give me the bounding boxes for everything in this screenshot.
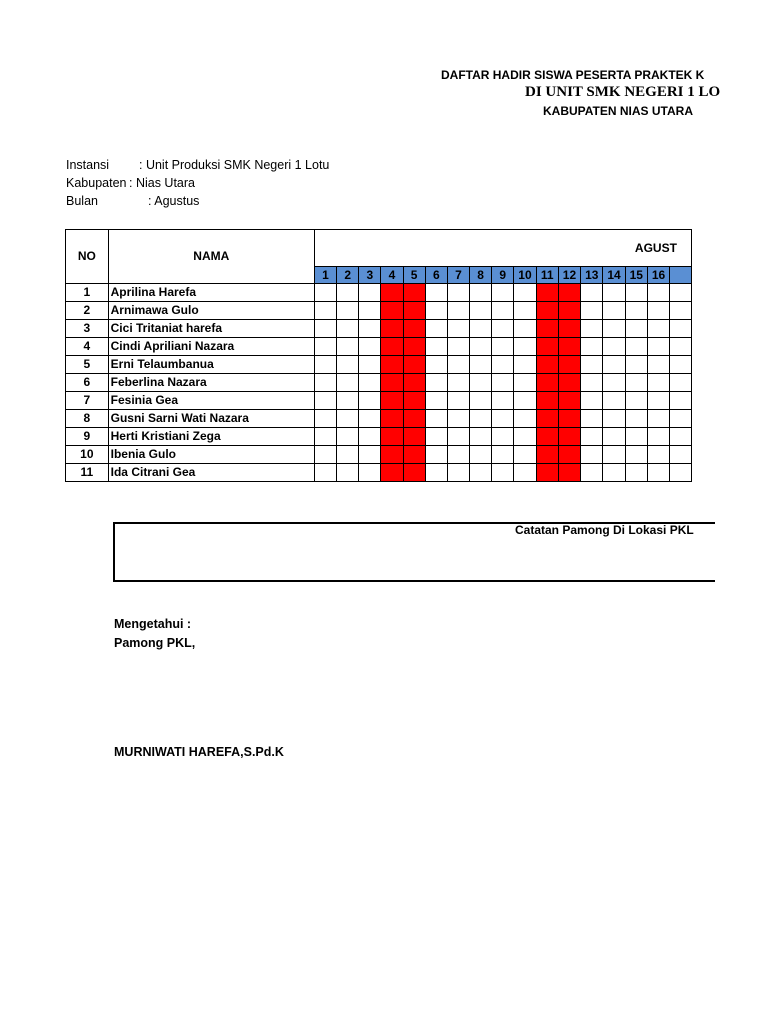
attendance-cell <box>581 410 603 428</box>
attendance-cell <box>425 428 447 446</box>
attendance-cell <box>670 356 692 374</box>
attendance-cell <box>492 284 514 302</box>
attendance-cell <box>670 410 692 428</box>
attendance-cell <box>492 356 514 374</box>
attendance-cell <box>425 284 447 302</box>
document-region: KABUPATEN NIAS UTARA <box>543 104 693 118</box>
attendance-cell <box>492 302 514 320</box>
attendance-cell <box>447 284 469 302</box>
holiday-cell <box>536 284 558 302</box>
attendance-cell <box>514 338 536 356</box>
attendance-cell <box>647 446 669 464</box>
table-row <box>66 338 692 356</box>
attendance-cell <box>470 338 492 356</box>
day-header: 2 <box>337 267 359 284</box>
attendance-cell <box>625 302 647 320</box>
attendance-cell <box>492 428 514 446</box>
attendance-cell <box>581 392 603 410</box>
attendance-cell <box>314 446 336 464</box>
attendance-cell <box>514 464 536 482</box>
attendance-cell <box>425 302 447 320</box>
attendance-cell <box>314 464 336 482</box>
attendance-cell <box>359 446 381 464</box>
attendance-cell <box>470 446 492 464</box>
attendance-cell <box>647 374 669 392</box>
attendance-cell <box>581 320 603 338</box>
attendance-cell <box>581 464 603 482</box>
attendance-cell <box>314 302 336 320</box>
attendance-cell <box>647 302 669 320</box>
row-number: 3 <box>66 320 109 338</box>
student-name: Erni Telaumbanua <box>108 356 314 374</box>
table-row <box>66 356 692 374</box>
attendance-cell <box>603 284 625 302</box>
holiday-cell <box>403 338 425 356</box>
attendance-cell <box>470 302 492 320</box>
holiday-cell <box>558 374 580 392</box>
attendance-cell <box>647 392 669 410</box>
attendance-cell <box>470 320 492 338</box>
attendance-table <box>65 229 692 482</box>
attendance-cell <box>492 410 514 428</box>
attendance-cell <box>514 446 536 464</box>
attendance-cell <box>647 338 669 356</box>
footer-pamong: Pamong PKL, <box>114 636 196 650</box>
holiday-cell <box>381 338 403 356</box>
attendance-cell <box>625 410 647 428</box>
attendance-cell <box>603 446 625 464</box>
day-header: 11 <box>536 267 558 284</box>
table-row <box>66 320 692 338</box>
col-no-header: NO <box>66 230 109 284</box>
day-header: 16 <box>647 267 669 284</box>
document-title: DAFTAR HADIR SISWA PESERTA PRAKTEK K <box>441 68 705 82</box>
attendance-cell <box>425 356 447 374</box>
attendance-cell <box>625 356 647 374</box>
attendance-cell <box>470 374 492 392</box>
attendance-cell <box>359 338 381 356</box>
attendance-cell <box>470 464 492 482</box>
holiday-cell <box>403 410 425 428</box>
student-name: Arnimawa Gulo <box>108 302 314 320</box>
holiday-cell <box>536 464 558 482</box>
student-name: Feberlina Nazara <box>108 374 314 392</box>
student-name: Ida Citrani Gea <box>108 464 314 482</box>
holiday-cell <box>403 392 425 410</box>
attendance-cell <box>470 428 492 446</box>
day-header: 9 <box>492 267 514 284</box>
attendance-cell <box>337 446 359 464</box>
holiday-cell <box>558 392 580 410</box>
holiday-cell <box>558 446 580 464</box>
attendance-cell <box>337 410 359 428</box>
attendance-cell <box>337 338 359 356</box>
attendance-cell <box>492 464 514 482</box>
month-header: AGUST <box>314 230 691 267</box>
holiday-cell <box>403 284 425 302</box>
student-name: Herti Kristiani Zega <box>108 428 314 446</box>
holiday-cell <box>536 338 558 356</box>
attendance-cell <box>647 410 669 428</box>
attendance-cell <box>625 428 647 446</box>
holiday-cell <box>381 392 403 410</box>
attendance-cell <box>447 464 469 482</box>
attendance-cell <box>314 284 336 302</box>
attendance-cell <box>581 446 603 464</box>
holiday-cell <box>403 428 425 446</box>
row-number: 1 <box>66 284 109 302</box>
attendance-cell <box>314 428 336 446</box>
table-row <box>66 374 692 392</box>
holiday-cell <box>381 374 403 392</box>
attendance-cell <box>581 302 603 320</box>
attendance-cell <box>314 374 336 392</box>
holiday-cell <box>536 410 558 428</box>
row-number: 8 <box>66 410 109 428</box>
holiday-cell <box>403 320 425 338</box>
attendance-cell <box>359 428 381 446</box>
day-header <box>670 267 692 284</box>
attendance-cell <box>603 392 625 410</box>
attendance-cell <box>625 284 647 302</box>
holiday-cell <box>403 464 425 482</box>
attendance-cell <box>514 302 536 320</box>
student-name: Ibenia Gulo <box>108 446 314 464</box>
attendance-cell <box>314 338 336 356</box>
day-header: 3 <box>359 267 381 284</box>
attendance-cell <box>470 356 492 374</box>
attendance-cell <box>670 284 692 302</box>
attendance-cell <box>625 446 647 464</box>
holiday-cell <box>403 446 425 464</box>
attendance-cell <box>514 392 536 410</box>
attendance-cell <box>425 446 447 464</box>
attendance-cell <box>670 338 692 356</box>
holiday-cell <box>558 410 580 428</box>
table-header-row <box>66 230 692 267</box>
holiday-cell <box>536 446 558 464</box>
holiday-cell <box>381 302 403 320</box>
holiday-cell <box>536 392 558 410</box>
day-header: 12 <box>558 267 580 284</box>
attendance-cell <box>625 464 647 482</box>
attendance-cell <box>514 374 536 392</box>
table-row <box>66 446 692 464</box>
attendance-cell <box>425 392 447 410</box>
holiday-cell <box>403 302 425 320</box>
row-number: 7 <box>66 392 109 410</box>
attendance-cell <box>603 338 625 356</box>
student-name: Fesinia Gea <box>108 392 314 410</box>
attendance-cell <box>581 284 603 302</box>
attendance-cell <box>359 356 381 374</box>
holiday-cell <box>536 302 558 320</box>
holiday-cell <box>558 428 580 446</box>
holiday-cell <box>403 374 425 392</box>
day-header: 7 <box>447 267 469 284</box>
student-name: Cindi Apriliani Nazara <box>108 338 314 356</box>
attendance-cell <box>625 374 647 392</box>
attendance-cell <box>314 356 336 374</box>
attendance-cell <box>514 410 536 428</box>
holiday-cell <box>381 356 403 374</box>
footer-mengetahui: Mengetahui : <box>114 617 192 631</box>
attendance-cell <box>337 356 359 374</box>
attendance-cell <box>337 464 359 482</box>
attendance-cell <box>670 392 692 410</box>
attendance-cell <box>447 392 469 410</box>
attendance-cell <box>447 446 469 464</box>
attendance-cell <box>337 428 359 446</box>
row-number: 10 <box>66 446 109 464</box>
holiday-cell <box>381 284 403 302</box>
document-subtitle: DI UNIT SMK NEGERI 1 LO <box>525 84 721 100</box>
attendance-cell <box>425 464 447 482</box>
holiday-cell <box>381 446 403 464</box>
student-name: Cici Tritaniat harefa <box>108 320 314 338</box>
attendance-cell <box>603 410 625 428</box>
attendance-cell <box>359 410 381 428</box>
attendance-cell <box>447 410 469 428</box>
attendance-cell <box>647 320 669 338</box>
day-header: 5 <box>403 267 425 284</box>
attendance-cell <box>359 320 381 338</box>
attendance-cell <box>625 392 647 410</box>
attendance-cell <box>670 302 692 320</box>
attendance-cell <box>514 320 536 338</box>
holiday-cell <box>381 320 403 338</box>
attendance-cell <box>425 410 447 428</box>
attendance-cell <box>314 392 336 410</box>
student-name: Gusni Sarni Wati Nazara <box>108 410 314 428</box>
holiday-cell <box>558 302 580 320</box>
row-number: 4 <box>66 338 109 356</box>
kabupaten-label: Kabupaten <box>66 176 127 190</box>
attendance-cell <box>647 428 669 446</box>
holiday-cell <box>558 320 580 338</box>
attendance-cell <box>603 320 625 338</box>
attendance-cell <box>337 284 359 302</box>
attendance-cell <box>337 302 359 320</box>
day-header: 10 <box>514 267 536 284</box>
holiday-cell <box>536 428 558 446</box>
attendance-cell <box>337 374 359 392</box>
attendance-cell <box>603 356 625 374</box>
attendance-cell <box>492 446 514 464</box>
instansi-label: Instansi <box>66 158 110 172</box>
attendance-cell <box>581 374 603 392</box>
notes-label: Catatan Pamong Di Lokasi PKL <box>515 523 694 537</box>
attendance-cell <box>359 464 381 482</box>
attendance-cell <box>514 284 536 302</box>
attendance-cell <box>359 302 381 320</box>
row-number: 5 <box>66 356 109 374</box>
day-header: 1 <box>314 267 336 284</box>
holiday-cell <box>403 356 425 374</box>
attendance-cell <box>581 428 603 446</box>
holiday-cell <box>381 428 403 446</box>
day-header: 6 <box>425 267 447 284</box>
attendance-cell <box>470 392 492 410</box>
attendance-cell <box>670 320 692 338</box>
attendance-cell <box>670 428 692 446</box>
holiday-cell <box>536 320 558 338</box>
attendance-cell <box>337 320 359 338</box>
holiday-cell <box>536 374 558 392</box>
attendance-cell <box>470 410 492 428</box>
attendance-cell <box>647 464 669 482</box>
instansi-value: : Unit Produksi SMK Negeri 1 Lotu <box>139 158 330 172</box>
attendance-cell <box>514 356 536 374</box>
holiday-cell <box>558 338 580 356</box>
attendance-cell <box>425 320 447 338</box>
table-row <box>66 284 692 302</box>
day-header: 13 <box>581 267 603 284</box>
bulan-value: : Agustus <box>148 194 200 208</box>
attendance-cell <box>670 374 692 392</box>
attendance-cell <box>425 374 447 392</box>
table-row <box>66 464 692 482</box>
attendance-cell <box>359 374 381 392</box>
attendance-cell <box>425 338 447 356</box>
attendance-cell <box>625 338 647 356</box>
attendance-cell <box>492 374 514 392</box>
holiday-cell <box>381 410 403 428</box>
row-number: 11 <box>66 464 109 482</box>
holiday-cell <box>558 356 580 374</box>
day-header: 8 <box>470 267 492 284</box>
bulan-label: Bulan <box>66 194 98 208</box>
attendance-cell <box>447 302 469 320</box>
day-header: 14 <box>603 267 625 284</box>
day-header: 4 <box>381 267 403 284</box>
attendance-cell <box>581 356 603 374</box>
attendance-cell <box>492 392 514 410</box>
attendance-cell <box>314 320 336 338</box>
attendance-cell <box>603 374 625 392</box>
attendance-cell <box>447 428 469 446</box>
attendance-cell <box>492 338 514 356</box>
table-row <box>66 428 692 446</box>
attendance-cell <box>447 374 469 392</box>
holiday-cell <box>536 356 558 374</box>
holiday-cell <box>558 464 580 482</box>
attendance-cell <box>492 320 514 338</box>
attendance-cell <box>603 428 625 446</box>
day-header: 15 <box>625 267 647 284</box>
attendance-cell <box>337 392 359 410</box>
attendance-cell <box>359 392 381 410</box>
attendance-cell <box>581 338 603 356</box>
attendance-cell <box>603 302 625 320</box>
attendance-cell <box>670 464 692 482</box>
attendance-cell <box>603 464 625 482</box>
holiday-cell <box>381 464 403 482</box>
attendance-cell <box>647 284 669 302</box>
table-row <box>66 392 692 410</box>
attendance-cell <box>470 284 492 302</box>
student-name: Aprilina Harefa <box>108 284 314 302</box>
attendance-cell <box>670 446 692 464</box>
holiday-cell <box>558 284 580 302</box>
attendance-cell <box>625 320 647 338</box>
attendance-cell <box>314 410 336 428</box>
attendance-cell <box>447 338 469 356</box>
row-number: 6 <box>66 374 109 392</box>
row-number: 9 <box>66 428 109 446</box>
attendance-cell <box>647 356 669 374</box>
attendance-cell <box>514 428 536 446</box>
kabupaten-value: : Nias Utara <box>129 176 195 190</box>
attendance-cell <box>359 284 381 302</box>
col-nama-header: NAMA <box>108 230 314 284</box>
table-row <box>66 410 692 428</box>
attendance-cell <box>447 320 469 338</box>
signer-name: MURNIWATI HAREFA,S.Pd.K <box>114 745 284 759</box>
row-number: 2 <box>66 302 109 320</box>
table-row <box>66 302 692 320</box>
attendance-cell <box>447 356 469 374</box>
